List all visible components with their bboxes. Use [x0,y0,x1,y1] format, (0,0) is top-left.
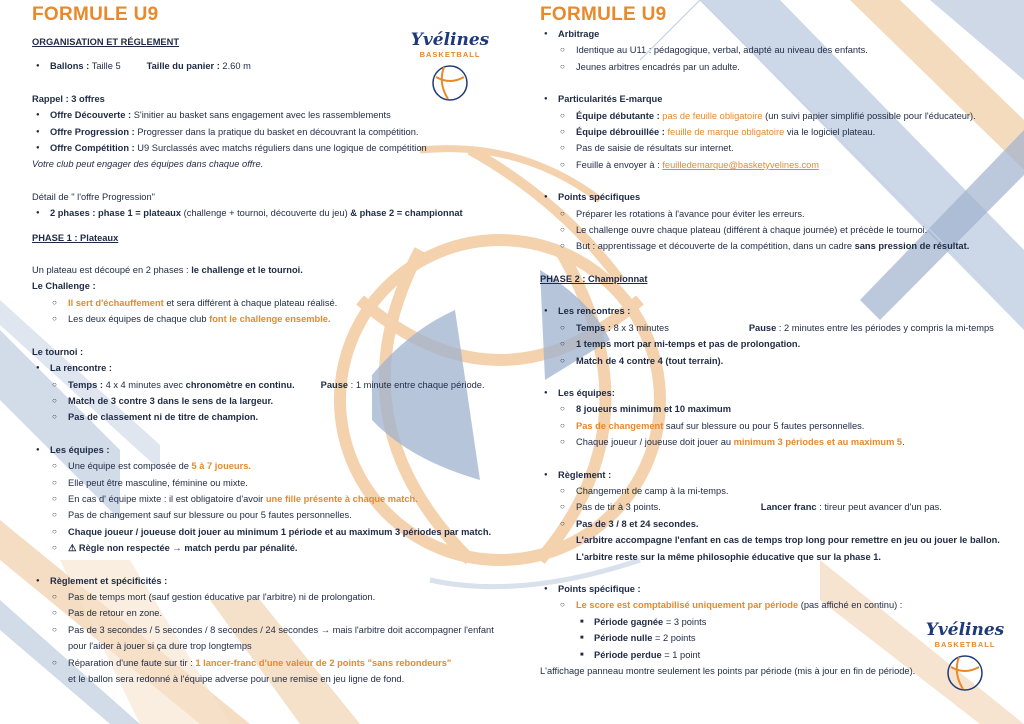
label: Offre Compétition : [50,143,135,154]
logo-script-text: Yvélines [925,620,1005,640]
list-item [540,238,1010,254]
list-item-ballons [32,58,502,74]
text: Il sert d'échauffement [68,297,164,308]
label: Offre Découverte : [50,110,132,121]
text: Chaque joueur / joueuse doit jouer au [576,437,732,448]
reglement-heading: ● Règlement et spécificités : [32,573,502,589]
list-item [32,311,502,327]
detail-text: Détail de " l'offre Progression" [32,191,155,202]
list-item-continued: L'arbitre reste sur la même philosophie éducative que sur la phase 1. [576,551,881,562]
label: Lancer franc [760,502,817,513]
value: 2.60 m [222,61,251,72]
text: sauf sur blessure ou pour 5 fautes personnelles. [665,420,865,431]
list-item: ○ Elle peut être masculine, féminine ou mixte. [32,475,502,491]
label: Pause [320,379,349,390]
list-item: ○ Identique au U11 : pédagogique, verbal, adapté au niveau des enfants. [540,42,1010,58]
text: Pas de tir à 3 points. [576,502,661,513]
right-column [540,0,1010,679]
text: Un plateau est découpé en 2 phases : [32,265,189,276]
list-item [32,491,502,507]
list-item: ○ Match de 4 contre 4 (tout terrain). [540,353,1010,369]
label: Période gagnée [594,616,664,627]
rappel-heading: Rappel : 3 offres [32,93,105,104]
text: & phase 2 = championnat [350,208,463,219]
page-title: FORMULE U9 [540,4,667,25]
equipes-heading: ● Les équipes : [32,442,502,458]
points-heading: ● Points spécifiques [540,189,1010,205]
text: le challenge et le tournoi. [191,265,303,276]
list-item [32,458,502,474]
text: sans pression de résultat. [854,241,970,252]
phase2-title: PHASE 2 : Championnat [540,273,648,284]
label: Ballons : [50,61,90,72]
text: S'initier au basket sans engagement avec les rassemblements [133,110,391,121]
text: Pas de changement [576,420,664,431]
text: Progresser dans la pratique du basket en découvrant la compétition. [137,126,419,137]
logo-script-text: Yvélines [410,30,490,50]
text: Une équipe est composée de [68,461,189,472]
text: Le score est comptabilisé uniquement par période [576,600,799,611]
list-item-continued: L'arbitre accompagne l'enfant en cas de temps trop long pour remettre en jeu ou jouer le ballon. [576,535,1000,546]
text: Réparation d'une faute sur tir : [68,657,193,668]
logo-subtitle: BASKETBALL [419,50,481,59]
rencontres-heading: ● Les rencontres : [540,303,1010,319]
text: (un suivi papier simplifié possible pour l'éducateur). [765,110,976,121]
text: = 1 point [664,649,701,660]
label: Période perdue [594,649,662,660]
list-item [32,377,502,393]
text: Les deux équipes de chaque club [68,314,207,325]
list-item [32,295,502,311]
list-item: ○ Chaque joueur / joueuse doit jouer au minimum 1 période et au maximum 3 périodes par match. [32,524,502,540]
list-item-warning: ○ ⚠ Règle non respectée → match perdu par pénalité. [32,540,502,556]
list-item [32,124,502,140]
list-item: ○ Changement de camp à la mi-temps. [540,483,1010,499]
list-item: ○ Pas de saisie de résultats sur internet. [540,140,1010,156]
plateau-text [32,262,502,278]
list-item-continued: pour l'aider à jouer si ça dure trop longtemps [68,641,252,652]
text: pas de feuille obligatoire [662,110,763,121]
challenge-title: Le Challenge : [32,281,96,292]
list-item [32,140,502,156]
list-item [32,205,502,221]
list-item [540,647,1010,663]
text: . [902,437,905,448]
tournoi-title: Le tournoi : [32,346,84,357]
text: une fille présente à chaque match. [265,493,418,504]
label: Période nulle [594,633,653,644]
list-item: ○ Pas de retour en zone. [32,605,502,621]
list-item [540,597,1010,613]
affichage-text: L'affichage panneau montre seulement les points par période (mis à jour en fin de période). [540,666,916,676]
arbitrage-heading: ● Arbitrage [540,26,1010,42]
note: Votre club peut engager des équipes dans chaque offre. [32,159,264,170]
list-item [540,614,1010,630]
text: font le challenge ensemble. [209,314,331,325]
text: 5 à 7 joueurs. [191,461,251,472]
list-item [32,107,502,123]
label: Pause [748,322,777,333]
text: 8 x 3 minutes [613,322,669,333]
text: (pas affiché en continu) : [800,600,903,611]
reglement-heading: ● Règlement : [540,467,1010,483]
phase1-title: PHASE 1 : Plateaux [32,232,119,243]
text: via le logiciel plateau. [786,127,876,138]
label: Offre Progression : [50,126,135,137]
email-link[interactable]: feuilledemarque@basketyvelines.com [662,159,820,170]
text: 1 lancer-franc d'une valeur de 2 points "sans rebondeurs" [195,657,452,668]
text: U9 Surclassés avec matchs réguliers dans une logique de compétition [137,143,427,154]
text: : 1 minute entre chaque période. [350,379,485,390]
text: (challenge + tournoi, découverte du jeu) [183,208,348,219]
text: minimum 3 périodes et au maximum 5 [733,437,903,448]
list-item [540,320,1010,336]
list-item [540,630,1010,646]
section-title: ORGANISATION ET RÉGLEMENT [32,37,180,47]
list-item [540,434,1010,450]
list-item: ○ Match de 3 contre 3 dans le sens de la largeur. [32,393,502,409]
list-item: ○ Pas de 3 secondes / 5 secondes / 8 secondes / 24 secondes → mais l'arbitre doit accompagner l'enfant [32,622,502,638]
list-item [540,499,1010,515]
text: feuille de marque obligatoire [667,127,785,138]
emarque-heading: ● Particularités E-marque [540,91,1010,107]
equipes-heading: ● Les équipes: [540,385,1010,401]
points-specifique-heading: ● Points spécifique : [540,581,1010,597]
list-item [32,655,502,671]
text: But : apprentissage et découverte de la compétition, dans un cadre [576,241,852,252]
list-item: ○ Pas de classement ni de titre de champion. [32,409,502,425]
list-item: ○ 1 temps mort par mi-temps et pas de prolongation. [540,336,1010,352]
list-item: ○ Pas de changement sauf sur blessure ou pour 5 fautes personnelles. [32,507,502,523]
text: Feuille à envoyer à : [576,159,660,170]
text: 2 phases : phase 1 = plateaux [50,208,181,219]
text: : tireur peut avancer d'un pas. [819,502,942,513]
list-item: ○ Le challenge ouvre chaque plateau (différent à chaque journée) et précède le tournoi. [540,222,1010,238]
text: 4 x 4 minutes avec [105,379,184,390]
rencontre-heading: ● La rencontre : [32,360,502,376]
label: Temps : [68,379,103,390]
text: = 2 points [654,633,696,644]
text: : 2 minutes entre les périodes y compris la mi-temps [778,322,994,333]
value: Taille 5 [91,61,121,72]
list-item: ○ Jeunes arbitres encadrés par un adulte. [540,59,1010,75]
list-item: ○ Pas de temps mort (sauf gestion éducative par l'arbitre) ni de prolongation. [32,589,502,605]
list-item [540,108,1010,124]
list-item: ○ 8 joueurs minimum et 10 maximum [540,401,1010,417]
list-item: ○ Préparer les rotations à l'avance pour éviter les erreurs. [540,206,1010,222]
text: chronomètre en continu. [185,379,295,390]
label: Équipe débutante : [576,110,660,121]
list-item [540,157,1010,173]
left-column [32,0,502,687]
label: Équipe débrouillée : [576,127,665,138]
list-item [540,418,1010,434]
text: et sera différent à chaque plateau réalisé. [166,297,338,308]
list-item [540,124,1010,140]
label: Temps : [576,322,611,333]
list-item-continued: et le ballon sera redonné à l'équipe adverse pour une remise en jeu ligne de fond. [68,674,405,684]
label: Taille du panier : [146,61,220,72]
text: En cas d' équipe mixte : il est obligatoire d'avoir [68,493,264,504]
list-item: ○ Pas de 3 / 8 et 24 secondes. [540,516,1010,532]
text: = 3 points [665,616,707,627]
logo-subtitle: BASKETBALL [934,640,996,649]
page-title: FORMULE U9 [32,4,159,25]
